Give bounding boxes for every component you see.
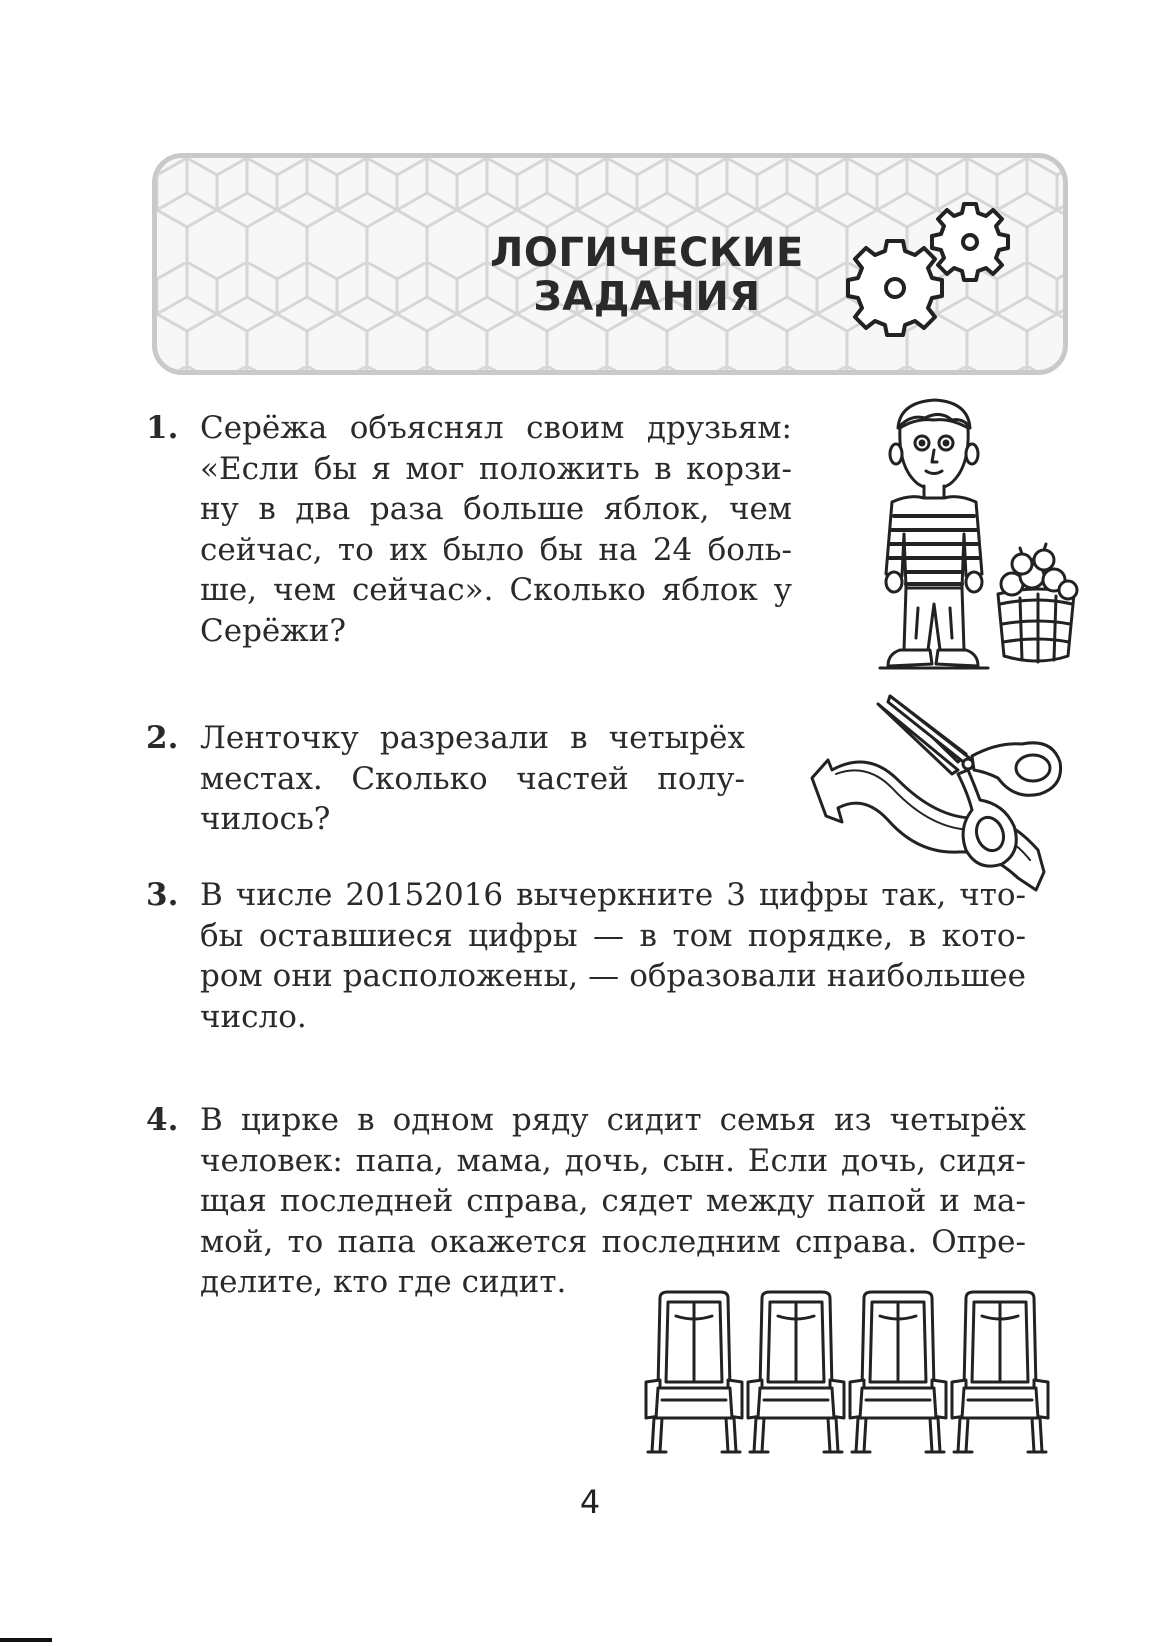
task-line: В числе 20152016 вычеркните 3 цифры так, что- <box>200 877 1026 913</box>
task-text <box>200 1100 1026 1303</box>
gears-icon <box>840 200 1020 350</box>
task-number: 3. <box>146 877 179 913</box>
boy-with-apple-basket-illustration <box>870 398 1080 680</box>
task-text <box>200 408 792 651</box>
task-line: Ленточку разрезали в четырёх <box>200 720 745 756</box>
page-corner-mark <box>0 1638 52 1642</box>
theater-seats-illustration <box>642 1288 1062 1458</box>
task-text <box>200 718 745 840</box>
task-line: местах. Сколько частей полу- <box>200 760 745 797</box>
task-line: делите, кто где сидит. <box>200 1264 567 1300</box>
task-line: Серёжи? <box>200 612 347 649</box>
task-line: ну в два раза больше яблок, чем <box>200 491 792 527</box>
task-line: сейчас, то их было бы на 24 боль- <box>200 531 792 568</box>
task-line: человек: папа, мама, дочь, сын. Если дочь, сидя- <box>200 1142 1026 1179</box>
task-line: бы оставшиеся цифры — в том порядке, в кото- <box>200 917 1026 954</box>
task-text <box>200 875 1026 1037</box>
section-title <box>457 231 837 319</box>
task-line: ром они расположены, — образовали наибольшее <box>200 958 1026 994</box>
section-title-line2: ЗАДАНИЯ <box>533 274 761 320</box>
section-title-line1: ЛОГИЧЕСКИЕ <box>490 230 804 276</box>
section-header-banner <box>152 153 1068 375</box>
task-line: щая последней справа, сядет между папой и ма- <box>200 1183 1026 1219</box>
task-line: В цирке в одном ряду сидит семья из четырёх <box>200 1102 1026 1138</box>
task-line: мой, то папа окажется последним справа. Опре- <box>200 1223 1026 1260</box>
task-number: 4. <box>146 1102 179 1138</box>
task-number: 2. <box>146 720 179 756</box>
page-number: 4 <box>579 1483 601 1521</box>
task-line: ше, чем сейчас». Сколько яблок у <box>200 572 792 608</box>
task-line: «Если бы я мог положить в корзи- <box>200 450 792 487</box>
task-number: 1. <box>146 410 179 446</box>
task-line: число. <box>200 998 307 1035</box>
task-line: чилось? <box>200 801 331 837</box>
task-line: Серёжа объяснял своим друзьям: <box>200 410 792 446</box>
